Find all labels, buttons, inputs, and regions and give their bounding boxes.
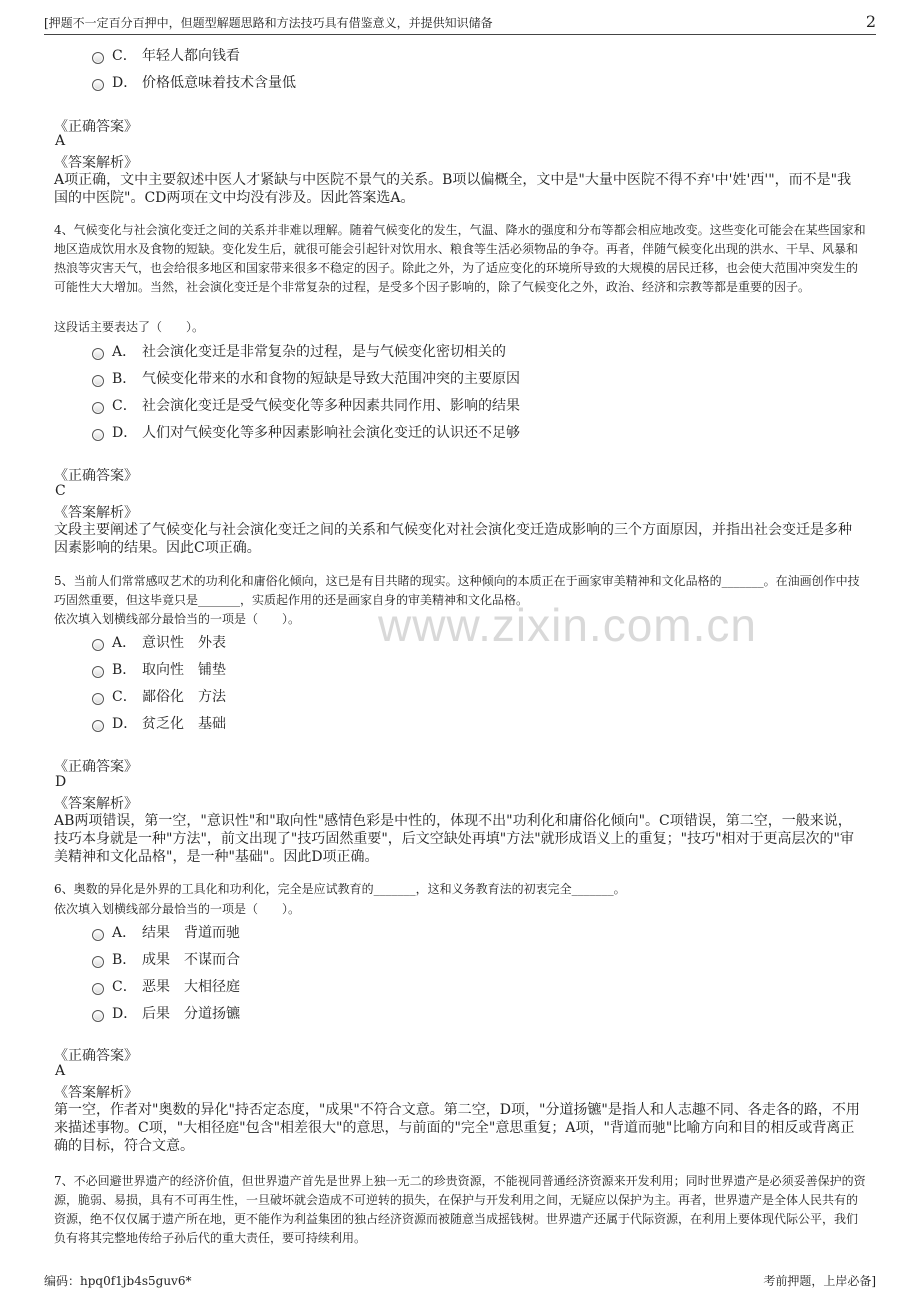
radio-icon[interactable] — [92, 983, 104, 995]
q4-text: 4、气候变化与社会演化变迁之间的关系并非难以理解。随着气候变化的发生，气温、降水的强度和分布等都会相应地改变。这些变化可能会在某些国家和地区造成饮用水及食物的短缺。变化发生后，就很可能会引起针对饮用水、粮食等生活必须物品的争夺。再者，伴随气候变化出现的洪水、干旱、风暴和热浪等灾害天气，也会给很多地区和国家带来很多不稳定的因子。除此之外，为了适应变化的环境所导致的大规模的居民迁移，也会使大范围冲突发生的可能性大大增加。当然，社会演化变迁是个非常复杂的过程，是受多个因子影响的，除了气候变化之外，政治、经济和宗教等都是重要的因子。 — [54, 223, 866, 294]
radio-icon[interactable] — [92, 1010, 104, 1022]
page-header — [44, 12, 876, 35]
page-number: 2 — [865, 12, 876, 31]
q5-answer: D — [55, 774, 67, 790]
q5-explanation: AB两项错误，第一空，"意识性"和"取向性"感情色彩是中性的，体现不出"功利化和庸俗化倾向"。C项错误，第二空，一般来说，技巧本身就是一种"方法"，前文出现了"技巧固然重要"，后文空缺处再填"方法"就形成语义上的重复；"技巧"相对于更高层次的"审美精神和文化品格"，是一种"基础"。因此D项正确。 — [54, 813, 854, 865]
analysis-label: 《答案解析》 — [54, 796, 138, 812]
radio-icon[interactable] — [92, 693, 104, 705]
answer-label: 《正确答案》 — [54, 119, 138, 135]
radio-icon[interactable] — [92, 79, 104, 91]
radio-icon[interactable] — [92, 929, 104, 941]
analysis-label: 《答案解析》 — [54, 505, 138, 521]
watermark: www.zixin.com.cn — [378, 599, 757, 651]
radio-icon[interactable] — [92, 639, 104, 651]
q4-answer: C — [55, 483, 66, 499]
radio-icon[interactable] — [92, 666, 104, 678]
q5-option-a[interactable]: A． 意识性 外表 — [92, 631, 226, 653]
q5-prompt: 依次填入划横线部分最恰当的一项是（ ）。 — [54, 612, 301, 626]
q6-text: 6、奥数的异化是外界的工具化和功利化，完全是应试教育的_______，这和义务教育法的初衷完全_______。 — [54, 882, 626, 896]
answer-label: 《正确答案》 — [54, 468, 138, 484]
q4-option-a[interactable]: A． 社会演化变迁是非常复杂的过程，是与气候变化密切相关的 — [92, 340, 506, 362]
q6-prompt: 依次填入划横线部分最恰当的一项是（ ）。 — [54, 902, 301, 916]
radio-icon[interactable] — [92, 375, 104, 387]
radio-icon[interactable] — [92, 348, 104, 360]
header-text: [押题不一定百分百押中，但题型解题思路和方法技巧具有借鉴意义，并提供知识储备 — [44, 16, 493, 30]
q6-option-c[interactable]: C． 恶果 大相径庭 — [92, 975, 240, 997]
radio-icon[interactable] — [92, 956, 104, 968]
analysis-label: 《答案解析》 — [54, 1085, 138, 1101]
q4-explanation: 文段主要阐述了气候变化与社会演化变迁之间的关系和气候变化对社会演化变迁造成影响的三个方面原因，并指出社会变迁是多种因素影响的结果。因此C项正确。 — [54, 522, 852, 556]
q5-option-b[interactable]: B． 取向性 铺垫 — [92, 658, 226, 680]
q5-text: 5、当前人们常常感叹艺术的功利化和庸俗化倾向，这已是有目共睹的现实。这种倾向的本质正在于画家审美精神和文化品格的_______。在油画创作中技巧固然重要，但这毕竟只是_______，实质起作用的还是画家自身的审美精神和文化品格。 — [54, 574, 860, 607]
q3-answer: A — [55, 133, 66, 149]
q5-option-d[interactable]: D． 贫乏化 基础 — [92, 712, 226, 734]
footer-code: 编码：hpq0f1jb4s5guv6* — [44, 1274, 192, 1288]
radio-icon[interactable] — [92, 720, 104, 732]
q4-option-d[interactable]: D． 人们对气候变化等多种因素影响社会演化变迁的认识还不足够 — [92, 421, 520, 443]
q6-explanation: 第一空，作者对"奥数的异化"持否定态度，"成果"不符合文意。第二空，D项，"分道扬镳"是指人和人志趣不同、各走各的路，不用来描述事物。C项，"大相径庭"包含"相差很大"的意思，与前面的"完全"意思重复；A项，"背道而驰"比喻方向和目的相反或背离正确的目标，符合文意。 — [54, 1102, 860, 1154]
radio-icon[interactable] — [92, 402, 104, 414]
q6-option-b[interactable]: B． 成果 不谋而合 — [92, 948, 240, 970]
radio-icon[interactable] — [92, 429, 104, 441]
q6-answer: A — [55, 1063, 66, 1079]
q5-option-c[interactable]: C． 鄙俗化 方法 — [92, 685, 226, 707]
answer-label: 《正确答案》 — [54, 759, 138, 775]
q3-explanation: A项正确，文中主要叙述中医人才紧缺与中医院不景气的关系。B项以偏概全，文中是"大量中医院不得不弃'中'姓'西'"，而不是"我国的中医院"。CD两项在文中均没有涉及。因此答案选A。 — [54, 172, 852, 206]
footer-slogan: 考前押题，上岸必备] — [763, 1274, 876, 1288]
q3-option-c[interactable]: C． 年轻人都向钱看 — [92, 44, 240, 66]
q4-prompt: 这段话主要表达了（ ）。 — [54, 320, 205, 334]
answer-label: 《正确答案》 — [54, 1048, 138, 1064]
analysis-label: 《答案解析》 — [54, 155, 138, 171]
q4-option-b[interactable]: B． 气候变化带来的水和食物的短缺是导致大范围冲突的主要原因 — [92, 367, 520, 389]
q3-option-d[interactable]: D． 价格低意味着技术含量低 — [92, 71, 296, 93]
q6-option-d[interactable]: D． 后果 分道扬镳 — [92, 1002, 240, 1024]
q7-text: 7、不必回避世界遗产的经济价值，但世界遗产首先是世界上独一无二的珍贵资源，不能视同普通经济资源来开发利用；同时世界遗产是必须妥善保护的资源，脆弱、易损，具有不可再生性，一旦破坏就会造成不可逆转的损失，在保护与开发利用之间，无疑应以保护为主。再者，世界遗产是全体人民共有的资源，绝不仅仅属于遗产所在地，更不能作为利益集团的独占经济资源而被随意当成摇钱树。世界遗产还属于代际资源，在利用上要体现代际公平，我们负有将其完整地传给子孙后代的重大责任，要可持续利用。 — [54, 1174, 866, 1245]
radio-icon[interactable] — [92, 52, 104, 64]
q4-option-c[interactable]: C． 社会演化变迁是受气候变化等多种因素共同作用、影响的结果 — [92, 394, 520, 416]
q6-option-a[interactable]: A． 结果 背道而驰 — [92, 921, 240, 943]
